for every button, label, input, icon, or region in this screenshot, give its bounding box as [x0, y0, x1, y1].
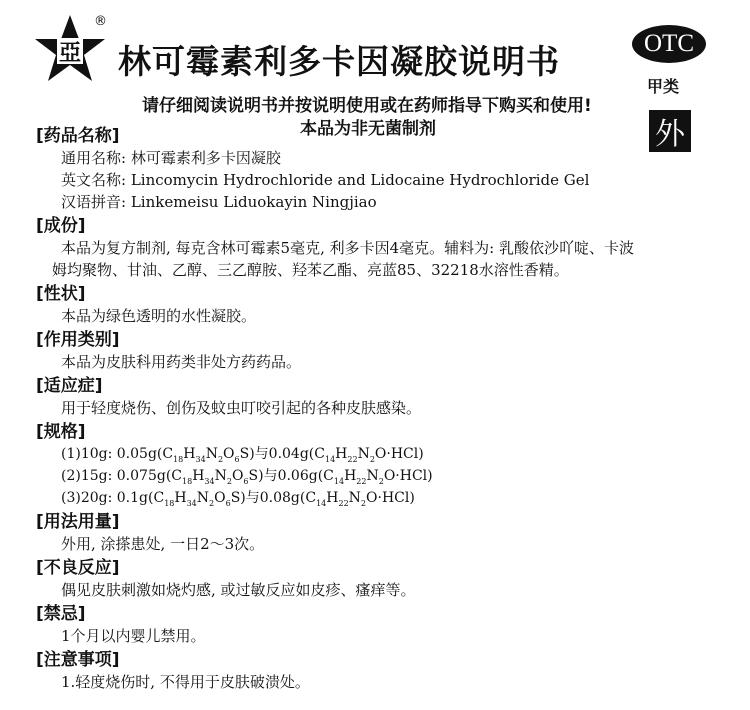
category-section [36, 329, 676, 373]
registered-trademark: ® [94, 14, 107, 29]
specification-item: (2)15g: $0.075g(C_{18}H_{34}N_2O_6S)$与$0.06g(C_{14}H_{22}N_2O\cdot HCl)$ [61, 468, 433, 486]
specifications-section [36, 421, 676, 509]
properties-text: 本品为绿色透明的水性凝胶。 [61, 307, 257, 325]
drug-name-section [36, 125, 676, 213]
section-heading: [用法用量] [36, 512, 120, 532]
usage-warning: 请仔细阅读说明书并按说明使用或在药师指导下购买和使用! [142, 96, 592, 116]
otc-badge: OTC [632, 25, 706, 63]
contraindications-text: 1个月以内婴儿禁用。 [61, 627, 206, 645]
usage-text: 外用, 涂搽患处, 一日2～3次。 [61, 535, 265, 553]
section-heading: [药品名称] [36, 126, 120, 146]
indications-section [36, 375, 676, 419]
otc-class-label: 甲类 [647, 77, 680, 96]
section-heading: [规格] [36, 422, 86, 442]
contraindications-section [36, 603, 676, 647]
document-title: 林可霉素利多卡因凝胶说明书 [118, 42, 560, 81]
composition-line: 姆均聚物、甘油、乙醇、三乙醇胺、羟苯乙酯、亮蓝85、32218水溶性香精。 [52, 261, 569, 279]
adverse-reactions-text: 偶见皮肤刺激如烧灼感, 或过敏反应如皮疹、瘙痒等。 [61, 581, 416, 599]
usage-section [36, 511, 676, 555]
section-heading: [性状] [36, 284, 86, 304]
specification-item: (1)10g: $0.05g(C_{18}H_{34}N_2O_6S)$与$0.04g(C_{14}H_{22}N_2O\cdot HCl)$ [61, 446, 424, 464]
indications-text: 用于轻度烧伤、创伤及蚊虫叮咬引起的各种皮肤感染。 [61, 399, 422, 417]
section-heading: [作用类别] [36, 330, 120, 350]
composition-line: 本品为复方制剂, 每克含林可霉素5毫克, 利多卡因4毫克。辅料为: 乳酸依沙吖啶、卡波 [61, 239, 634, 257]
precautions-text: 1.轻度烧伤时, 不得用于皮肤破溃处。 [61, 673, 310, 691]
section-heading: [不良反应] [36, 558, 120, 578]
section-heading: [禁忌] [36, 604, 86, 624]
section-heading: [注意事项] [36, 650, 120, 670]
adverse-reactions-section [36, 557, 676, 601]
category-text: 本品为皮肤科用药类非处方药药品。 [61, 353, 302, 371]
section-heading: [适应症] [36, 376, 103, 396]
english-name: 英文名称: Lincomycin Hydrochloride and Lidocaine Hydrochloride Gel [61, 171, 590, 189]
section-heading: [成份] [36, 216, 86, 236]
specification-item: (3)20g: $0.1g(C_{18}H_{34}N_2O_6S)$与$0.08g(C_{14}H_{22}N_2O\cdot HCl)$ [61, 490, 415, 508]
composition-section [36, 215, 676, 281]
nonsterile-note: 本品为非无菌制剂 [300, 119, 436, 139]
leaflet-content [36, 125, 676, 695]
properties-section [36, 283, 676, 327]
external-use-badge: 外 [649, 110, 691, 152]
precautions-section [36, 649, 676, 693]
logo-text: 亞 [58, 41, 82, 66]
generic-name: 通用名称: 林可霉素利多卡因凝胶 [61, 149, 281, 167]
pinyin-name: 汉语拼音: Linkemeisu Liduokayin Ningjiao [61, 193, 377, 211]
